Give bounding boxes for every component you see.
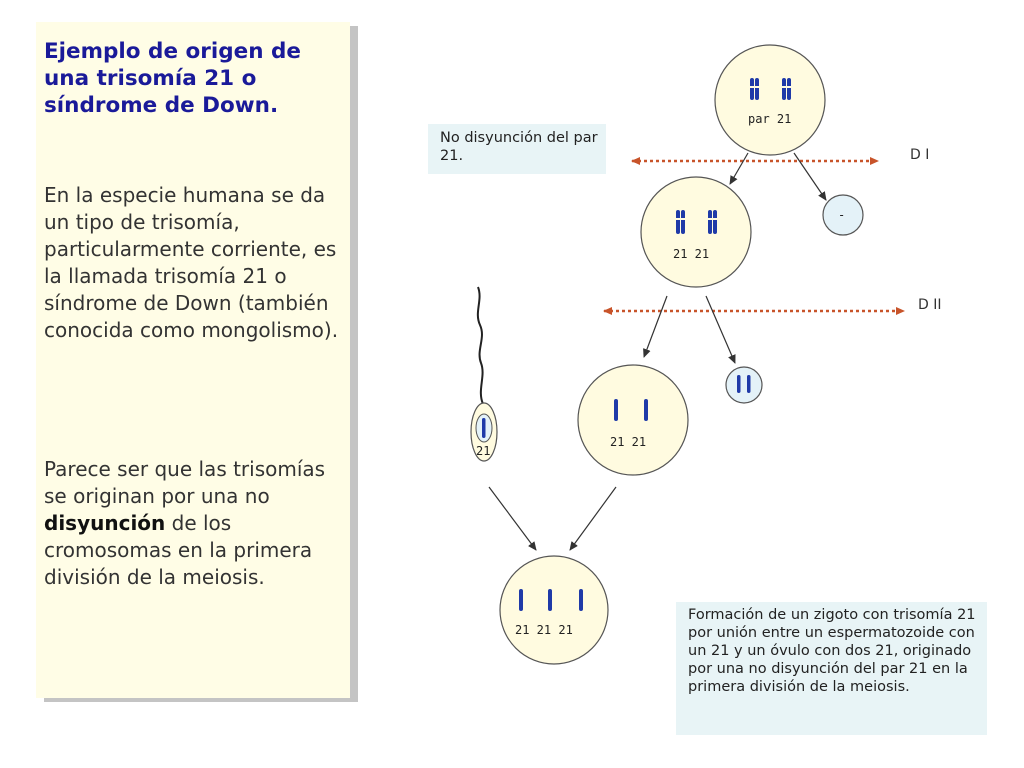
polar-body-2	[726, 367, 762, 403]
division-2-label: D II	[918, 297, 942, 313]
disyuncion-term: disyunción	[44, 511, 166, 535]
cell-after-division-1	[641, 177, 751, 287]
parent-cell-label: par 21	[748, 112, 792, 126]
intro-paragraph: En la especie humana se da un tipo de trisomía, particularmente corriente, es la llamada trisomía 21 o síndrome de Down (también conocida como mongolismo).	[44, 183, 339, 342]
arrow-parent-to-cell	[730, 153, 748, 184]
chromosome-icon	[644, 399, 648, 421]
arrow-parent-to-polar	[794, 153, 826, 200]
chromosome-icon	[737, 375, 741, 393]
polar-body-1	[823, 195, 863, 235]
zygote-note: Formación de un zigoto con trisomía 21 por unión entre un espermatozoide con un 21 y un óvulo con dos 21, originado por una no disyunción del par 21 en la primera división de la meiosis.	[676, 602, 987, 735]
parent-cell	[715, 45, 825, 155]
chromosome-icon	[519, 589, 523, 611]
origin-text-a: Parece ser que las trisomías se originan por una no	[44, 457, 326, 508]
sperm-label: 21	[476, 444, 491, 458]
nondisjunction-note: No disyunción del par 21.	[428, 124, 606, 174]
zygote-cell	[500, 556, 608, 664]
arrow-ovule-to-zygote	[570, 487, 616, 550]
ovule-cell	[578, 365, 688, 475]
arrow-cell-to-polar-2	[706, 296, 735, 363]
chromosome-icon	[579, 589, 583, 611]
cell-after-division-1-label: 21 21	[673, 247, 710, 261]
sperm-tail	[478, 287, 483, 404]
polar-body-1-label: -	[838, 208, 846, 222]
arrow-sperm-to-zygote	[489, 487, 536, 550]
chromosome-icon	[614, 399, 618, 421]
chromosome-icon	[482, 418, 486, 438]
origin-text-b: de los cromosomas en la primera división de la meiosis.	[44, 511, 313, 589]
ovule-cell-label: 21 21	[610, 435, 647, 449]
panel-title: Ejemplo de origen de una trisomía 21 o síndrome de Down.	[44, 39, 301, 118]
zygote-label: 21 21 21	[515, 623, 573, 637]
sperm-cell	[471, 287, 497, 461]
arrow-cell-to-ovule	[644, 296, 667, 357]
chromosome-icon	[548, 589, 552, 611]
chromosome-icon	[747, 375, 751, 393]
division-1-label: D I	[910, 147, 930, 163]
